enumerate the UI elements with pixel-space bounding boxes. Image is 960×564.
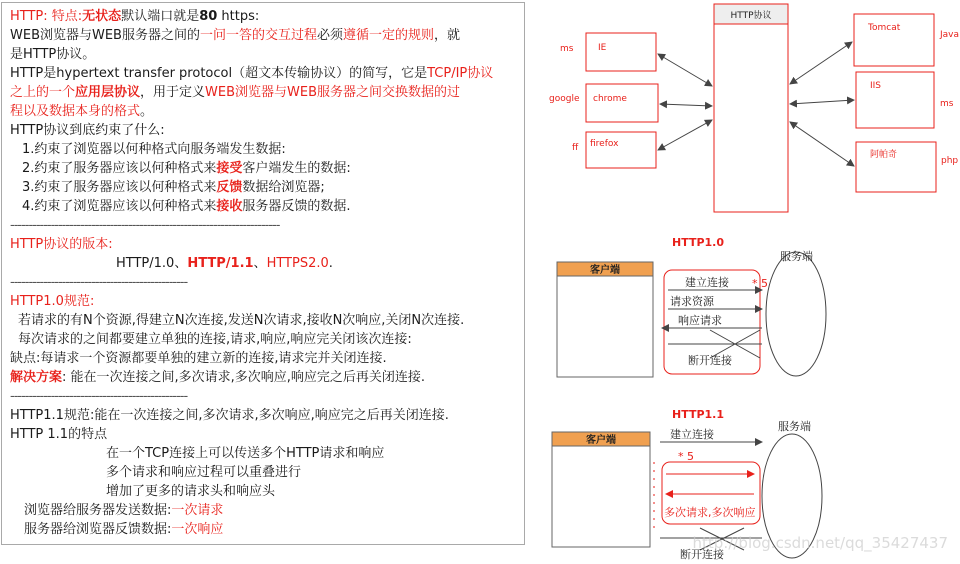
server-name-apache: 阿帕奇	[870, 150, 898, 160]
arrow-http-apache	[790, 122, 854, 166]
constraint-3	[10, 178, 516, 197]
arrow-ie-http	[658, 54, 712, 86]
server-responds-line	[10, 520, 516, 539]
text-span: 2.约束了服务器应该以何种格式来	[22, 161, 217, 176]
constraint-2	[10, 159, 516, 178]
text-span: HTTPS2.0	[266, 256, 329, 271]
http11-disconnect-label: 断开连接	[680, 548, 724, 561]
vendor-ms: ms	[560, 44, 574, 54]
http10-server-label: 服务端	[780, 250, 813, 263]
browser-name-firefox: firefox	[590, 139, 619, 149]
http11-connect-label: 建立连接	[670, 428, 714, 441]
diagram-panel	[530, 0, 960, 564]
http10-drawback: 缺点:每请求一个资源都要单独的建立新的连接,请求完并关闭连接.	[10, 351, 387, 366]
text-span: 服务器给浏览器反馈数据:	[24, 522, 172, 537]
text-span: ，用于定义	[140, 85, 206, 100]
http10-heading: HTTP1.0规范:	[10, 294, 95, 309]
text-span: 3.约束了服务器应该以何种格式来	[22, 180, 217, 195]
separator: ------------------------------------------------	[10, 275, 188, 290]
text-span: TCP/IP协议	[427, 66, 494, 81]
arrow-http-tomcat	[790, 42, 852, 84]
versions-list	[10, 254, 516, 273]
http11-title: HTTP1.1	[672, 408, 725, 421]
text-span: : 能在一次连接之间,多次请求,多次响应,响应完之后再关闭连接.	[62, 370, 426, 385]
http11-server-label: 服务端	[778, 420, 811, 433]
text-span: 一次响应	[171, 522, 224, 537]
lang-java: Java	[940, 30, 960, 40]
notes-line-7: HTTP协议到底约束了什么:	[10, 123, 165, 138]
text-span: WEB浏览器与WEB服务器之间交换数据的过	[205, 85, 461, 100]
text-span: 必须	[317, 28, 344, 43]
notes-line-2	[10, 26, 516, 45]
browser-name-chrome: chrome	[593, 94, 627, 104]
http10-title: HTTP1.0	[672, 236, 725, 249]
vendor-google: google	[549, 94, 580, 104]
http10-connect-label: 建立连接	[685, 276, 729, 289]
watermark: http://blog.csdn.net/qq_35427437	[692, 534, 948, 552]
http11-repeat-count: * 5	[678, 450, 694, 463]
http11-multi-label: 多次请求,多次响应	[664, 506, 756, 519]
http10-server-ellipse	[766, 252, 826, 376]
browser-box-ie	[586, 33, 656, 71]
text-span: 服务器反馈的数据.	[242, 199, 351, 214]
arrow-http-iis	[790, 100, 854, 104]
text-span: WEB浏览器与WEB服务器之间的	[10, 28, 200, 43]
separator: ------------------------------------------------	[10, 389, 188, 404]
lang-ms: ms	[940, 99, 954, 109]
http11-client-box	[552, 432, 650, 547]
https-text: https:	[217, 9, 260, 24]
notes-panel	[1, 2, 525, 545]
notes-line-3: 是HTTP协议。	[10, 47, 96, 62]
http10-request-label: 请求资源	[670, 295, 714, 308]
text-span: 数据给浏览器;	[242, 180, 325, 195]
browser-box-firefox	[586, 132, 656, 168]
http10-client-label: 客户端	[590, 265, 620, 276]
constraint-4	[10, 197, 516, 216]
browser-sends-line	[10, 501, 516, 520]
lang-php: php	[941, 156, 959, 166]
text-span: HTTP/1.0、	[116, 256, 188, 271]
text-span: 接收	[216, 199, 243, 214]
text-span: ，就	[434, 28, 461, 43]
notes-line-5	[10, 83, 516, 102]
text-span: 客户端发生的数据:	[242, 161, 351, 176]
text-span: 浏览器给服务器发送数据:	[24, 503, 172, 518]
http10-line-1: 若请求的有N个资源,得建立N次连接,发送N次请求,接收N次响应,关闭N次连接.	[18, 313, 465, 328]
http-protocol-label: HTTP协议	[730, 11, 772, 21]
text-span: 4.约束了浏览器应该以何种格式来	[22, 199, 217, 214]
server-box-tomcat	[854, 14, 934, 66]
separator: -------------------------------------------------------------------------	[10, 218, 280, 233]
http10-line-2: 每次请求的之间都要建立单独的连接,请求,响应,响应完关闭该次连接:	[18, 332, 412, 347]
notes-line-1	[10, 7, 516, 26]
text-span: 。	[140, 104, 154, 119]
http10-client-box	[557, 262, 653, 377]
text-span: 接受	[216, 161, 243, 176]
http11-feature-2: 多个请求和响应过程可以重叠进行	[106, 465, 302, 480]
text-span: HTTP/1.1	[187, 256, 254, 271]
http10-disconnect-label: 断开连接	[688, 354, 732, 367]
http10-repeat-count: * 5	[752, 277, 768, 290]
text-span: 、	[253, 256, 267, 271]
vendor-ff: ff	[572, 143, 579, 153]
server-box-iis	[856, 72, 934, 128]
text-span: 一次请求	[171, 503, 224, 518]
arrow-chrome-http	[660, 104, 712, 106]
versions-heading: HTTP协议的版本:	[10, 237, 113, 252]
http11-spec: HTTP1.1规范:能在一次连接之间,多次请求,多次响应,响应完之后再关闭连接.	[10, 408, 449, 423]
text-span: 遵循一定的规则	[343, 28, 435, 43]
notes-line-4	[10, 64, 516, 83]
arrow-firefox-http	[658, 120, 712, 150]
text-span: 之上的一个	[10, 85, 76, 100]
text-span: 应用层协议	[75, 85, 141, 100]
port-80-text: 80	[199, 9, 218, 24]
http11-feature-3: 增加了更多的请求头和响应头	[106, 484, 276, 499]
constraint-1: 1.约束了浏览器以何种格式向服务端发生数据:	[22, 142, 286, 157]
text-span: 解决方案	[10, 370, 63, 385]
text-span: 程以及数据本身的格式	[10, 104, 141, 119]
http-feature-label: HTTP: 特点:	[10, 9, 83, 24]
browser-name-ie: IE	[598, 43, 607, 53]
text-span: HTTP是hypertext transfer protocol（超文本传输协议）的简写，它是	[10, 66, 428, 81]
text-span: .	[328, 256, 333, 271]
text-span: 一问一答的交互过程	[199, 28, 317, 43]
server-name-iis: IIS	[870, 81, 882, 91]
text-span: 反馈	[216, 180, 243, 195]
stateless-text: 无状态	[82, 9, 122, 24]
http11-feature-1: 在一个TCP连接上可以传送多个HTTP请求和响应	[106, 446, 385, 461]
http10-solution	[10, 368, 516, 387]
http11-features-heading: HTTP 1.1的特点	[10, 427, 108, 442]
server-name-tomcat: Tomcat	[868, 23, 901, 33]
http-protocol-box	[714, 4, 788, 212]
notes-line-6	[10, 102, 516, 121]
http10-response-label: 响应请求	[678, 314, 722, 327]
http11-client-label: 客户端	[586, 435, 616, 446]
default-port-text: 默认端口就是	[121, 9, 200, 24]
